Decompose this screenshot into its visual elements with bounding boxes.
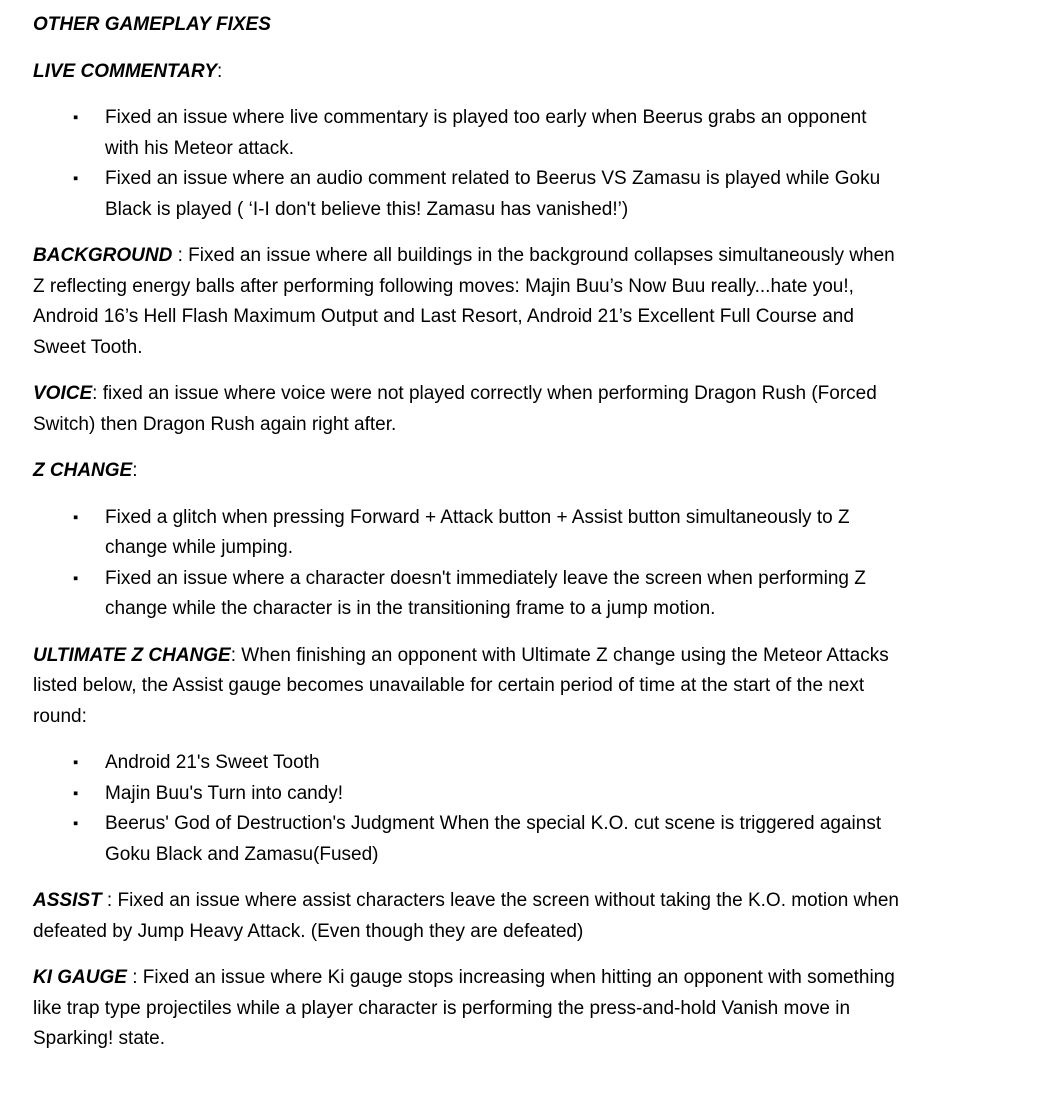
text-line: like trap type projectiles while a player character is performing the press-and-hold Vanish move in xyxy=(33,997,851,1019)
bullet-item xyxy=(33,779,1038,810)
text-line: Fixed an issue where live commentary is played too early when Beerus grabs an opponent xyxy=(105,107,867,128)
text-line: with his Meteor attack. xyxy=(105,137,295,159)
section-label: LIVE COMMENTARY xyxy=(33,60,218,82)
bullet-item xyxy=(33,103,1038,164)
text-line: Z reflecting energy balls after performing following moves: Majin Buu’s Now Buu really...hate you!, xyxy=(33,275,854,297)
text-line: When finishing an opponent with Ultimate Z change using the Meteor Attacks xyxy=(241,644,889,666)
text-line: listed below, the Assist gauge becomes unavailable for certain period of time at the start of the next xyxy=(33,675,865,696)
text-line: Sparking! state. xyxy=(33,1028,166,1049)
text-line: Fixed an issue where assist characters leave the screen without taking the K.O. motion when xyxy=(117,890,899,911)
section-label: ULTIMATE Z CHANGE xyxy=(33,644,231,666)
section-heading-live-commentary xyxy=(33,57,1038,88)
text-line: Fixed an issue where a character doesn't immediately leave the screen when performing Z xyxy=(105,567,866,589)
square-bullet-icon: ▪ xyxy=(73,109,79,126)
section-label: BACKGROUND xyxy=(33,245,173,266)
section-colon: : xyxy=(172,245,189,266)
section-label: KI GAUGE xyxy=(33,967,127,988)
bullet-item xyxy=(33,809,1038,870)
square-bullet-icon: ▪ xyxy=(73,569,79,587)
text-line: round: xyxy=(33,705,87,727)
text-line: change while the character is in the transitioning frame to a jump motion. xyxy=(105,598,716,619)
text-line: Android 21's Sweet Tooth xyxy=(105,752,320,773)
bullet-list-ultimate-z-change xyxy=(33,748,1038,870)
section-label: VOICE xyxy=(33,383,93,404)
bullet-list-live-commentary xyxy=(33,103,1038,225)
bullet-item xyxy=(33,564,1038,625)
section-colon: : xyxy=(217,60,223,82)
doc-title-text: OTHER GAMEPLAY FIXES xyxy=(33,14,271,35)
square-bullet-icon: ▪ xyxy=(73,784,79,802)
section-label: Z CHANGE xyxy=(33,460,133,481)
text-line: Black is played ( ‘I-I don't believe this! Zamasu has vanished!’) xyxy=(105,198,629,220)
section-colon: : xyxy=(126,967,143,988)
section-colon: : xyxy=(132,460,138,481)
text-line: change while jumping. xyxy=(105,537,294,558)
paragraph-voice xyxy=(33,379,1038,440)
bullet-list-z-change xyxy=(33,503,1038,625)
doc-title xyxy=(33,10,1038,41)
bullet-item xyxy=(33,164,1038,225)
paragraph-assist xyxy=(33,886,1038,947)
square-bullet-icon: ▪ xyxy=(73,815,79,832)
text-line: fixed an issue where voice were not played correctly when performing Dragon Rush (Forced xyxy=(102,383,877,404)
section-colon: : xyxy=(230,644,242,666)
paragraph-ki-gauge xyxy=(33,963,1038,1055)
paragraph-ultimate-z-change xyxy=(33,641,1038,733)
square-bullet-icon: ▪ xyxy=(73,754,79,771)
square-bullet-icon: ▪ xyxy=(73,508,79,526)
text-line: defeated by Jump Heavy Attack. (Even though they are defeated) xyxy=(33,920,584,942)
bullet-item xyxy=(33,503,1038,564)
section-heading-z-change xyxy=(33,456,1038,487)
section-label: ASSIST xyxy=(33,890,102,911)
paragraph-background xyxy=(33,241,1038,363)
text-line: Switch) then Dragon Rush again right after. xyxy=(33,413,397,435)
text-line: Fixed an issue where all buildings in the background collapses simultaneously when xyxy=(188,245,895,266)
text-line: Majin Buu's Turn into candy! xyxy=(105,782,344,804)
text-line: Fixed a glitch when pressing Forward + Attack button + Assist button simultaneously to Z xyxy=(105,506,850,528)
square-bullet-icon: ▪ xyxy=(73,170,79,187)
section-colon: : xyxy=(101,890,118,911)
text-line: Android 16’s Hell Flash Maximum Output and Last Resort, Android 21’s Excellent Full Course and xyxy=(33,306,854,327)
text-line: Fixed an issue where an audio comment related to Beerus VS Zamasu is played while Goku xyxy=(105,168,881,189)
text-line: Goku Black and Zamasu(Fused) xyxy=(105,843,379,865)
text-line: Sweet Tooth. xyxy=(33,336,143,358)
section-colon: : xyxy=(92,383,103,404)
text-line: Beerus' God of Destruction's Judgment When the special K.O. cut scene is triggered against xyxy=(105,813,882,834)
text-line: Fixed an issue where Ki gauge stops increasing when hitting an opponent with something xyxy=(142,967,895,988)
bullet-item xyxy=(33,748,1038,779)
